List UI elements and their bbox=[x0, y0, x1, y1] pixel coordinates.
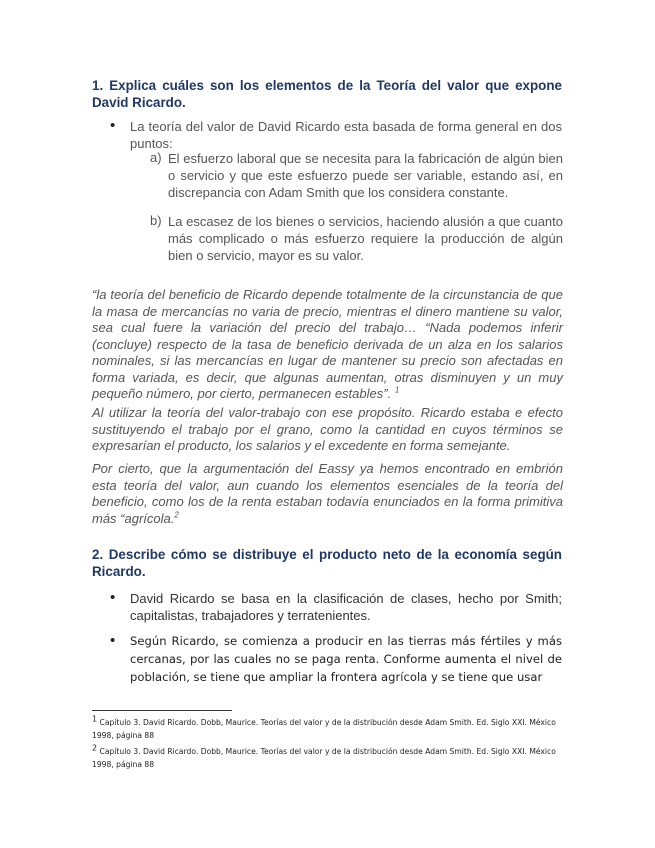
theory-intro-text: La teoría del valor de David Ricardo esta basada de forma general en dos puntos: bbox=[130, 119, 562, 151]
footnote-ref-1: 1 bbox=[394, 385, 400, 395]
item-b-text: La escasez de los bienes o servicios, haciendo alusión a que cuanto más complicado o más esfuerzo requiere la producción de algún bien o servicio, mayor es su valor. bbox=[168, 214, 563, 263]
bullet-icon: • bbox=[110, 117, 116, 134]
question-1-heading: 1. Explica cuáles son los elementos de la Teoría del valor que expone David Ricardo. bbox=[92, 78, 562, 110]
footnote-1: $^1$ Capítulo 3. David Ricardo. Dobb, Maurice. Teorías del valor y de la distribución desde Adam Smith. Ed. Siglo XXI. México 1998, página 88 bbox=[92, 714, 556, 740]
footnote-2: $^2$ Capítulo 3. David Ricardo. Dobb, Maurice. Teorías del valor y de la distribución desde Adam Smith. Ed. Siglo XXI. México 1998, página 88 bbox=[92, 743, 556, 769]
land-rent-text: Según Ricardo, se comienza a producir en las tierras más fértiles y más cercanas, por las cuales no se paga renta. Conforme aumenta el nivel de población, se tiene que ampliar la frontera agrícola y se tiene que usar bbox=[130, 634, 562, 684]
footnote-separator bbox=[92, 710, 232, 711]
class-classification-text: David Ricardo se basa en la clasificación de clases, hecho por Smith; capitalistas, trabajadores y terratenientes. bbox=[130, 591, 562, 623]
essay-paragraph: Por cierto, que la argumentación del Eassy ya hemos encontrado en embrión esta teoría del valor, aun cuando los elementos esenciales de la teoría del beneficio, como los de la renta estaban todavía enunciados en la forma primitiva más “agrícola.$^2$ bbox=[92, 461, 563, 526]
bullet-icon: • bbox=[110, 589, 116, 606]
question-2-heading: 2. Describe cómo se distribuye el producto neto de la economía según Ricardo. bbox=[92, 547, 562, 579]
bullet-icon: • bbox=[110, 632, 116, 649]
item-b-label: b) bbox=[150, 213, 162, 228]
ricardo-profit-quote: “la teoría del beneficio de Ricardo depende totalmente de la circunstancia de que la masa de mercancías no varia de precio, mientras el dinero mantiene su valor, sea cual fuere la variación del precio del trabajo… “Nada podemos inferir (concluye) respecto de la tasa de beneficio derivada de un alza en los salarios nominales, si las mercancías en lugar de mantener su precio son afectadas en forma variada, es decir, que algunas aumentan, otras disminuyen y un muy pequeño número, por cierto, permanecen estables”. $^1$ bbox=[92, 287, 563, 401]
labor-value-paragraph: Al utilizar la teoría del valor-trabajo con ese propósito. Ricardo estaba e efecto sustituyendo el trabajo por el grano, como la cantidad en cuyos términos se expresarían el producto, los salarios y el excedente en forma semejante. bbox=[92, 405, 563, 453]
footnote-ref-2: 2 bbox=[174, 510, 179, 520]
item-a-text: El esfuerzo laboral que se necesita para la fabricación de algún bien o servicio y que este esfuerzo puede ser variable, estando así, en discrepancia con Adam Smith que los considera constante. bbox=[168, 151, 563, 200]
item-a-label: a) bbox=[150, 150, 162, 165]
